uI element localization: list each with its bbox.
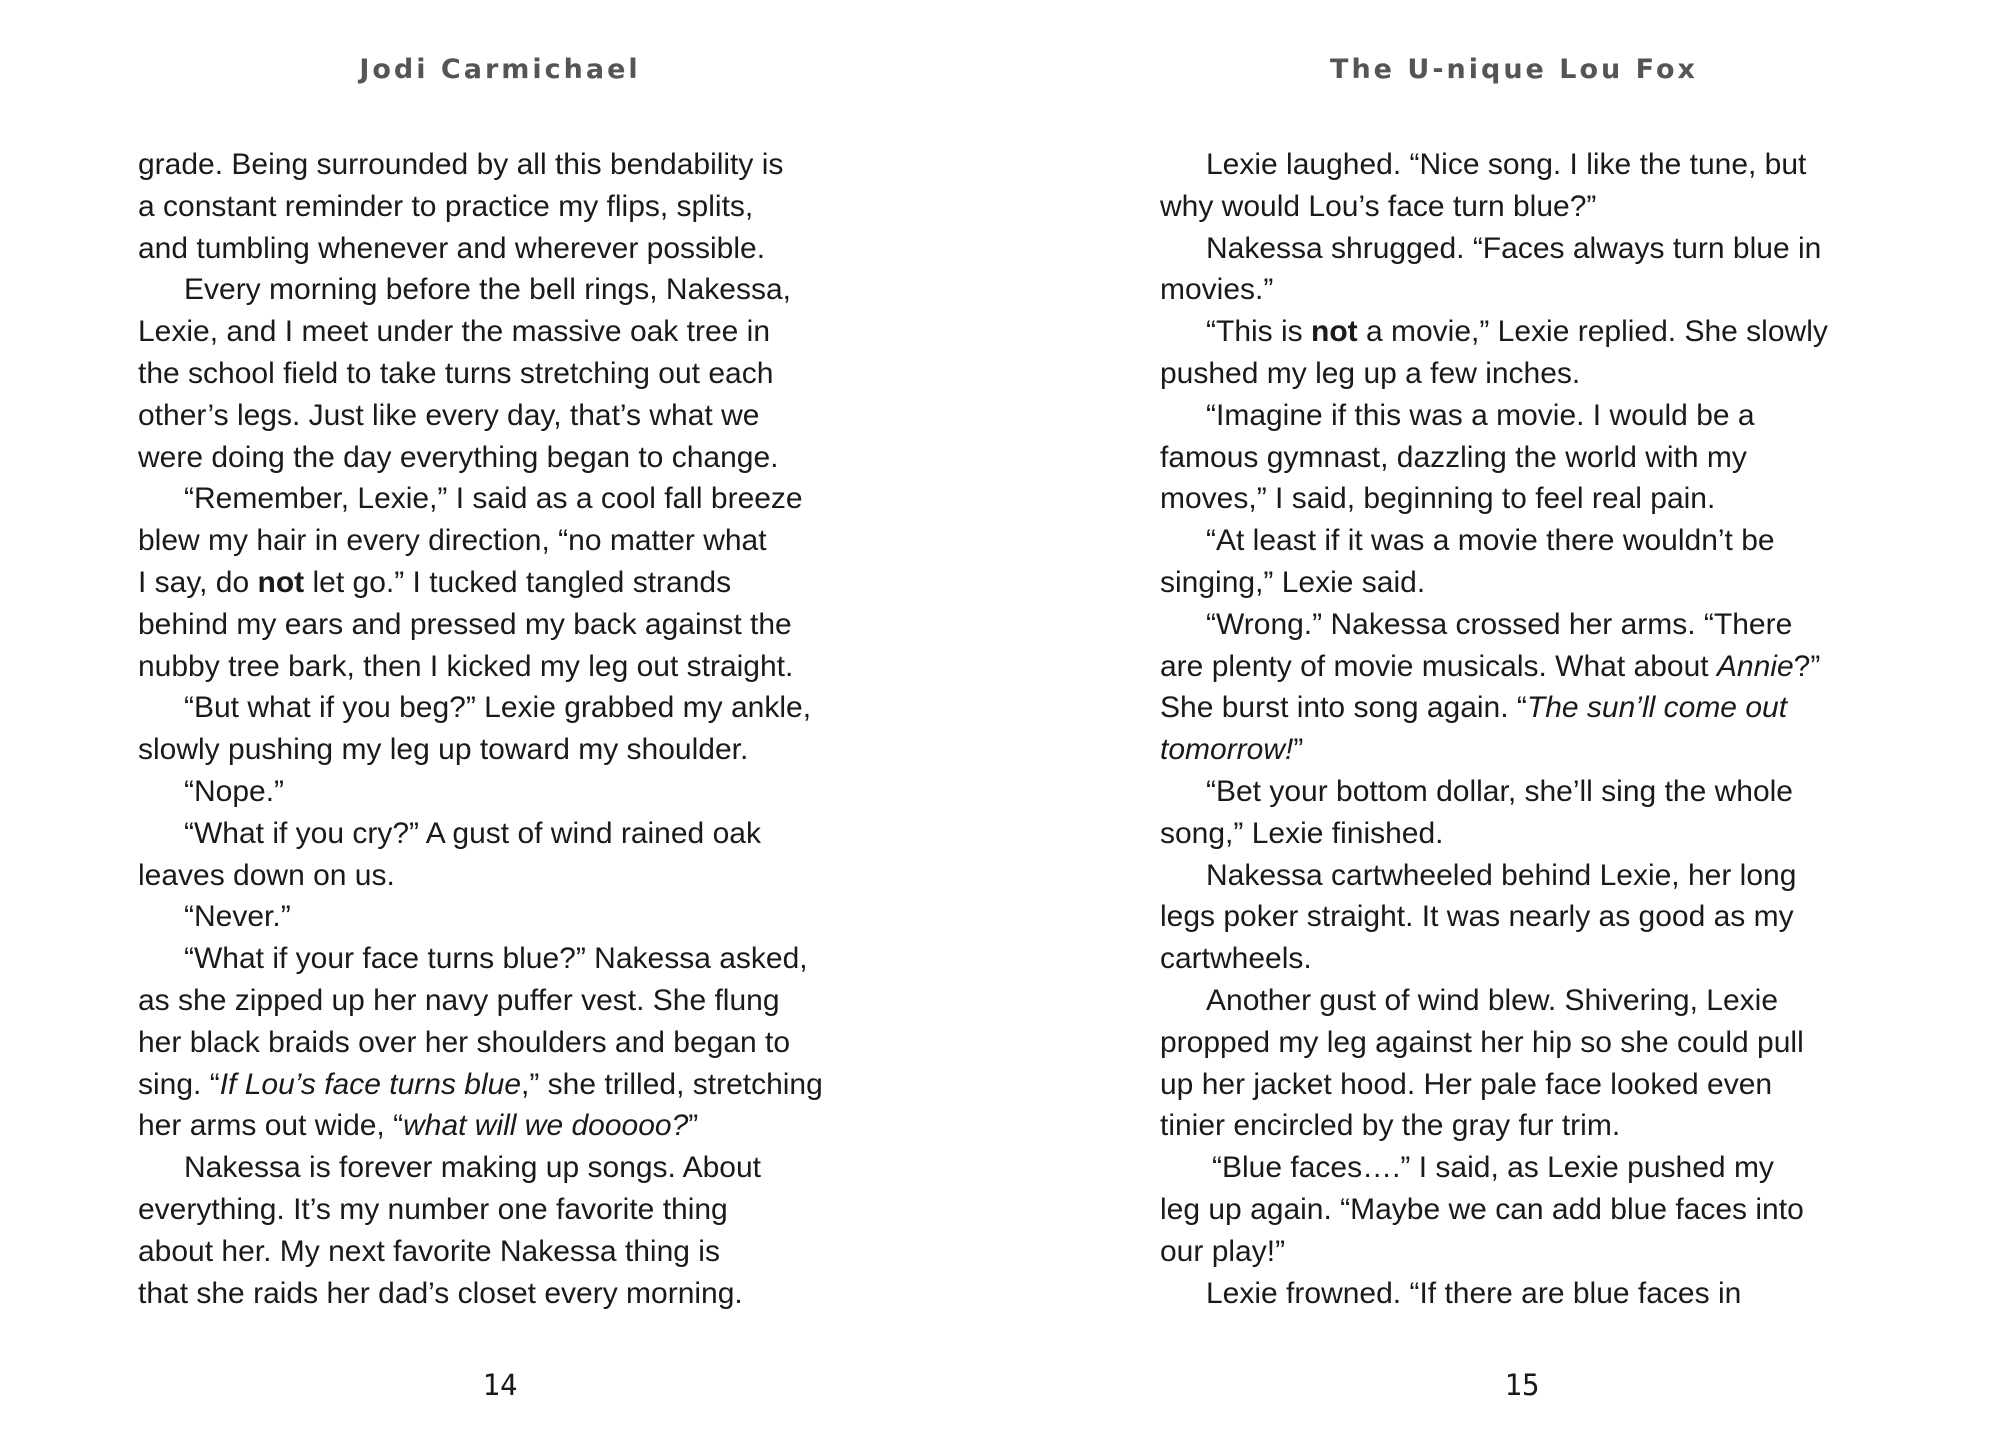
text-line: and tumbling whenever and wherever possible. bbox=[138, 231, 766, 265]
page-number: 15 bbox=[1504, 1368, 1540, 1402]
text-line: Nakessa shrugged. “Faces always turn blue in bbox=[1206, 231, 1822, 265]
text-line: “What if you cry?” A gust of wind rained oak bbox=[184, 816, 761, 850]
text-line: “At least if it was a movie there wouldn’t be bbox=[1206, 524, 1775, 558]
text-line: a constant reminder to practice my flips, splits, bbox=[138, 189, 754, 223]
text-line bbox=[1160, 687, 1900, 729]
italic-text: Annie bbox=[1716, 649, 1794, 683]
right-page-body bbox=[1160, 144, 1900, 1314]
text-line: that she raids her dad’s closet every morning. bbox=[138, 1276, 743, 1310]
text-line bbox=[1160, 729, 1900, 771]
text-line: Nakessa cartwheeled behind Lexie, her long bbox=[1206, 858, 1797, 892]
text-run: ” bbox=[688, 1109, 699, 1143]
text-line: Nakessa is forever making up songs. About bbox=[184, 1151, 761, 1185]
text-line: “Bet your bottom dollar, she’ll sing the whole bbox=[1206, 774, 1793, 808]
text-line: “Nope.” bbox=[184, 774, 285, 808]
text-line: were doing the day everything began to change. bbox=[138, 440, 779, 474]
text-line: as she zipped up her navy puffer vest. She flung bbox=[138, 983, 780, 1017]
page-number: 14 bbox=[482, 1368, 518, 1402]
text-line: everything. It’s my number one favorite thing bbox=[138, 1192, 728, 1226]
text-line: why would Lou’s face turn blue?” bbox=[1160, 189, 1597, 223]
italic-text: what will we dooooo? bbox=[403, 1109, 689, 1143]
text-run: are plenty of movie musicals. What about bbox=[1160, 649, 1717, 683]
text-line: singing,” Lexie said. bbox=[1160, 565, 1426, 599]
text-line: Lexie laughed. “Nice song. I like the tune, but bbox=[1206, 148, 1807, 181]
text-line bbox=[138, 1105, 878, 1147]
text-line: the school field to take turns stretching out each bbox=[138, 356, 774, 390]
text-line: up her jacket hood. Her pale face looked even bbox=[1160, 1067, 1773, 1101]
text-line: legs poker straight. It was nearly as good as my bbox=[1160, 900, 1794, 934]
text-line: nubby tree bark, then I kicked my leg out straight. bbox=[138, 649, 794, 683]
text-line: our play!” bbox=[1160, 1234, 1286, 1268]
text-run: a movie,” Lexie replied. She slowly bbox=[1357, 315, 1828, 349]
text-line: propped my leg against her hip so she could pull bbox=[1160, 1025, 1804, 1059]
left-page-body bbox=[138, 144, 878, 1314]
text-line: “What if your face turns blue?” Nakessa asked, bbox=[184, 942, 808, 976]
text-run: ?” bbox=[1793, 649, 1821, 683]
text-line: blew my hair in every direction, “no matter what bbox=[138, 524, 767, 558]
text-line: “But what if you beg?” Lexie grabbed my ankle, bbox=[184, 691, 812, 725]
text-line: pushed my leg up a few inches. bbox=[1160, 356, 1581, 390]
bold-text: not bbox=[257, 565, 305, 599]
text-line: leaves down on us. bbox=[138, 858, 395, 892]
bold-text: not bbox=[1311, 315, 1358, 349]
text-line: leg up again. “Maybe we can add blue faces into bbox=[1160, 1192, 1804, 1226]
text-line: grade. Being surrounded by all this bendability is bbox=[138, 148, 784, 181]
text-line bbox=[1160, 646, 1900, 688]
running-head-title: The U-nique Lou Fox bbox=[1330, 54, 1698, 85]
text-line: “Wrong.” Nakessa crossed her arms. “There bbox=[1206, 607, 1793, 641]
text-line: moves,” I said, beginning to feel real pain. bbox=[1160, 482, 1716, 516]
text-line: slowly pushing my leg up toward my shoulder. bbox=[138, 733, 749, 767]
text-line: Lexie, and I meet under the massive oak tree in bbox=[138, 315, 771, 349]
text-line: behind my ears and pressed my back against the bbox=[138, 607, 792, 641]
text-run: ” bbox=[1293, 733, 1304, 767]
text-line: tinier encircled by the gray fur trim. bbox=[1160, 1109, 1621, 1143]
text-run: let go.” I tucked tangled strands bbox=[304, 565, 732, 599]
text-line: other’s legs. Just like every day, that’s what we bbox=[138, 398, 760, 432]
text-line: song,” Lexie finished. bbox=[1160, 816, 1444, 850]
text-line: about her. My next favorite Nakessa thing is bbox=[138, 1234, 720, 1268]
text-line: her black braids over her shoulders and began to bbox=[138, 1025, 791, 1059]
italic-text: The sun’ll come out bbox=[1526, 691, 1788, 725]
italic-text: tomorrow! bbox=[1160, 733, 1294, 767]
running-head-author: Jodi Carmichael bbox=[359, 54, 641, 85]
text-line: Lexie frowned. “If there are blue faces in bbox=[1206, 1276, 1742, 1310]
text-line: Every morning before the bell rings, Nakessa, bbox=[184, 273, 791, 307]
right-page bbox=[1000, 0, 2000, 1455]
text-line: “Remember, Lexie,” I said as a cool fall breeze bbox=[184, 482, 803, 516]
text-line bbox=[138, 562, 878, 604]
text-line: cartwheels. bbox=[1160, 942, 1312, 976]
text-run: sing. “ bbox=[138, 1067, 220, 1101]
text-run: ,” she trilled, stretching bbox=[521, 1067, 823, 1101]
text-line: “Never.” bbox=[184, 900, 291, 934]
text-line: “Imagine if this was a movie. I would be a bbox=[1206, 398, 1755, 432]
text-run: I say, do bbox=[138, 565, 258, 599]
text-line bbox=[138, 1064, 878, 1106]
text-line: movies.” bbox=[1160, 273, 1274, 307]
text-line bbox=[1160, 311, 1900, 353]
text-run: “This is bbox=[1206, 315, 1311, 349]
text-run: She burst into song again. “ bbox=[1160, 691, 1527, 725]
text-line: Another gust of wind blew. Shivering, Lexie bbox=[1206, 983, 1779, 1017]
italic-text: If Lou’s face turns blue bbox=[219, 1067, 522, 1101]
text-line: famous gymnast, dazzling the world with my bbox=[1160, 440, 1747, 474]
text-run: her arms out wide, “ bbox=[138, 1109, 404, 1143]
text-line: “Blue faces….” I said, as Lexie pushed my bbox=[1212, 1151, 1774, 1185]
